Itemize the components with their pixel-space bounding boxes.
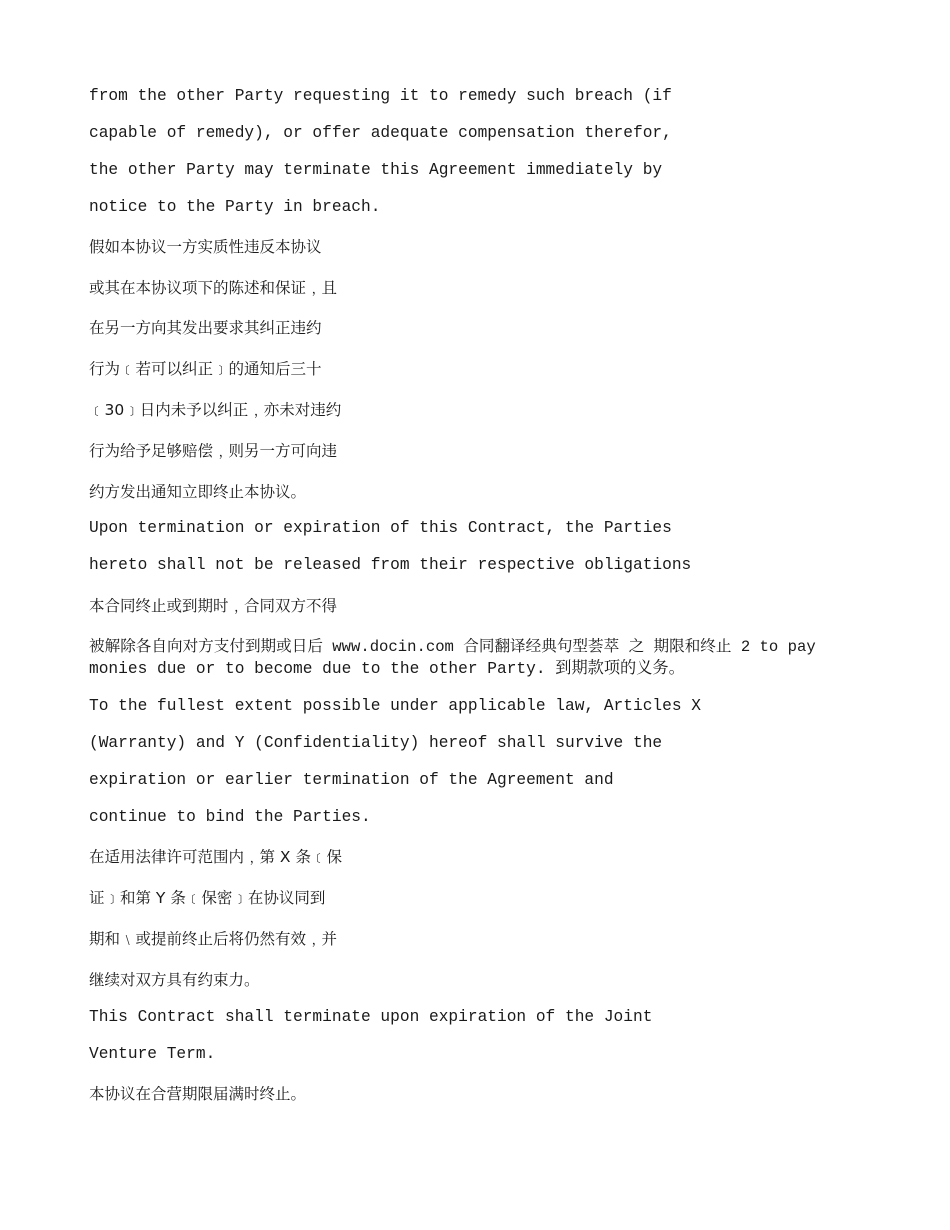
text-line: expiration or earlier termination of the Agreement and — [89, 771, 614, 789]
text-line: 或其在本协议项下的陈述和保证﹐且 — [89, 279, 338, 297]
text-line: notice to the Party in breach. — [89, 198, 381, 216]
text-line: monies due or to become due to the other Party. 到期款项的义务。 — [89, 660, 685, 678]
text-line: (Warranty) and Y (Confidentiality) hereof shall survive the — [89, 734, 663, 752]
text-line: ﹝30﹞日内未予以纠正﹐亦未对违约 — [89, 401, 342, 419]
text-line: continue to bind the Parties. — [89, 808, 371, 826]
text-line: 本合同终止或到期时﹐合同双方不得 — [89, 597, 338, 615]
text-line: Venture Term. — [89, 1045, 216, 1063]
text-line: 在适用法律许可范围内﹐第 X 条﹝保 — [89, 848, 342, 866]
document-page — [89, 0, 869, 1230]
text-line: 被解除各自向对方支付到期或日后 www.docin.com 合同翻译经典句型荟萃 之 期限和终止 2 to pay — [89, 638, 816, 656]
text-line: 继续对双方具有约束力。 — [89, 971, 260, 989]
text-line: 在另一方向其发出要求其纠正违约 — [89, 319, 322, 337]
text-line: from the other Party requesting it to remedy such breach (if — [89, 87, 672, 105]
text-line: the other Party may terminate this Agreement immediately by — [89, 161, 663, 179]
text-line: hereto shall not be released from their respective obligations — [89, 556, 692, 574]
text-line: 期和﹨或提前终止后将仍然有效﹐并 — [89, 930, 338, 948]
text-line: capable of remedy), or offer adequate compensation therefor, — [89, 124, 672, 142]
text-line: 行为给予足够赔偿﹐则另一方可向违 — [89, 442, 338, 460]
text-line: 本协议在合营期限届满时终止。 — [89, 1085, 307, 1103]
text-line: This Contract shall terminate upon expiration of the Joint — [89, 1008, 653, 1026]
text-line: 假如本协议一方实质性违反本协议 — [89, 238, 322, 256]
text-line: Upon termination or expiration of this Contract, the Parties — [89, 519, 672, 537]
text-line: 行为﹝若可以纠正﹞的通知后三十 — [89, 360, 322, 378]
text-line: 约方发出通知立即终止本协议。 — [89, 483, 307, 501]
text-line: 证﹞和第 Y 条﹝保密﹞在协议同到 — [89, 889, 326, 907]
text-line: To the fullest extent possible under applicable law, Articles X — [89, 697, 701, 715]
